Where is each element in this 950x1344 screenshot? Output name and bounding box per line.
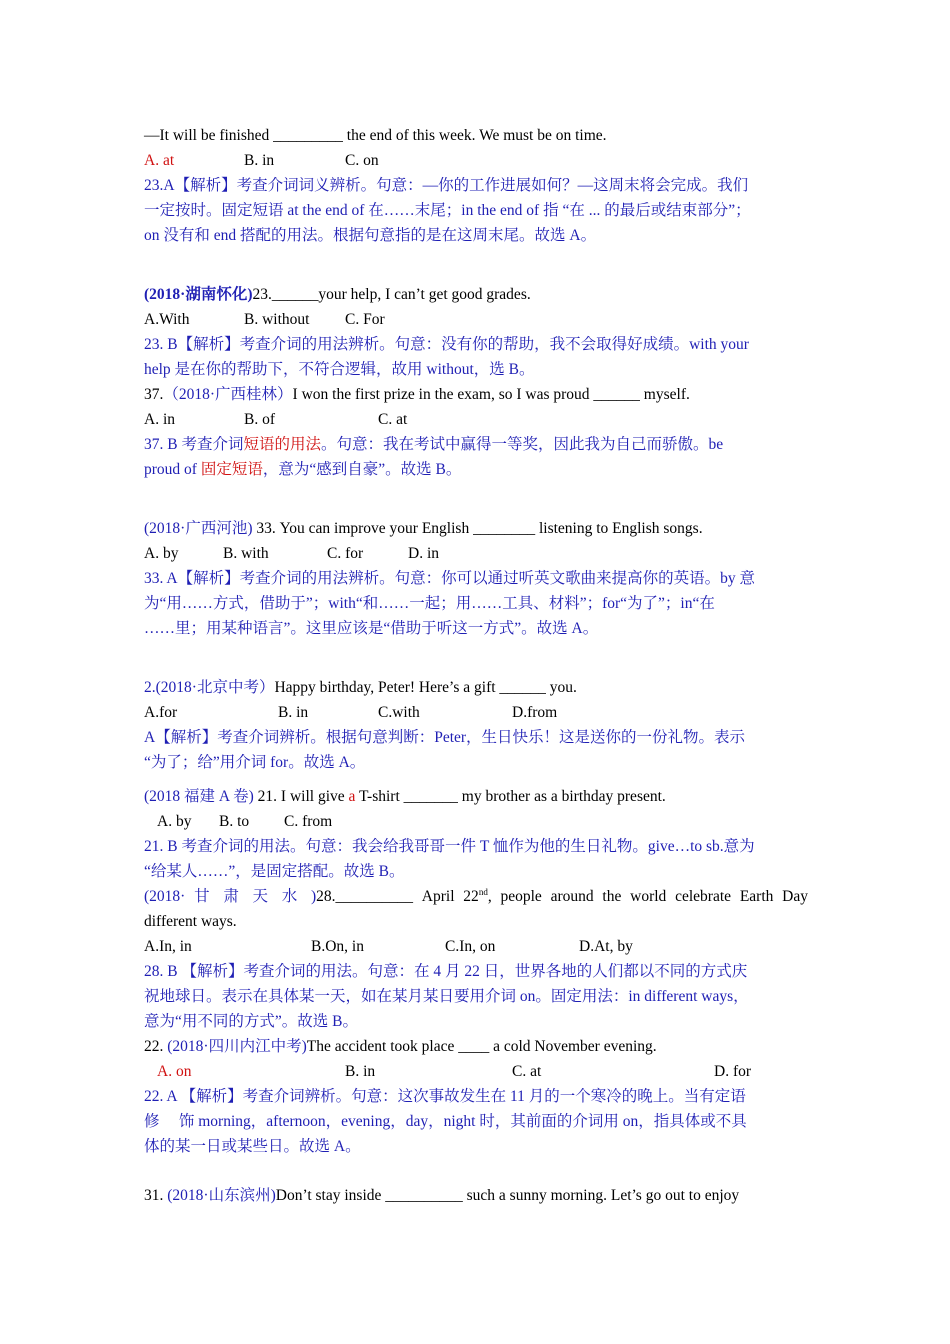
question-source: (2018 福建 A 卷) bbox=[144, 788, 254, 805]
question-source: (2018·湖南怀化) bbox=[144, 286, 253, 303]
answer-line: 体的某一日或某些日。故选 A。 bbox=[144, 1138, 361, 1155]
answer-line: 28. B 【解析】考查介词的用法。句意：在 4 月 22 日，世界各地的人们都以不同的方式庆 bbox=[144, 963, 748, 980]
option-d: D.At, by bbox=[579, 938, 633, 955]
question-stem: —It will be finished _________ the end of this week. We must be on time. bbox=[144, 127, 607, 144]
answer-line: 23. B【解析】考查介词的用法辨析。句意：没有你的帮助，我不会取得好成绩。with your bbox=[144, 336, 749, 353]
option-a: A.In, in bbox=[144, 938, 192, 955]
question-stem: 2.(2018·北京中考）Happy birthday, Peter! Here’s a gift ______ you. bbox=[144, 679, 577, 696]
option-c: C. For bbox=[345, 311, 385, 328]
answer-line: 为“用……方式，借助于”；with“和……一起；用……工具、材料”；for“为了”；in“在 bbox=[144, 595, 715, 612]
answer-line: ……里；用某种语言”。这里应该是“借助于听这一方式”。故选 A。 bbox=[144, 620, 599, 637]
option-b: B. with bbox=[223, 545, 269, 562]
option-b: B. of bbox=[244, 411, 275, 428]
answer-line: help 是在你的帮助下，不符合逻辑，故用 without，选 B。 bbox=[144, 361, 535, 378]
answer-line: A【解析】考查介词辨析。根据句意判断：Peter，生日快乐！这是送你的一份礼物。表示 bbox=[144, 729, 746, 746]
question-source: (2018·山东滨州) bbox=[167, 1187, 276, 1204]
answer-line: “为了；给”用介词 for。故选 A。 bbox=[144, 754, 366, 771]
option-b: B. without bbox=[244, 311, 310, 328]
option-a: A. on bbox=[157, 1063, 192, 1080]
option-c: C. for bbox=[327, 545, 364, 562]
option-a: A. by bbox=[144, 545, 179, 562]
question-stem: 37.（2018·广西桂林）I won the first prize in the exam, so I was proud ______ myself. bbox=[144, 386, 690, 403]
option-a: A. by bbox=[157, 813, 192, 830]
answer-line: “给某人……”，是固定搭配。故选 B。 bbox=[144, 863, 405, 880]
question-stem-cont: different ways. bbox=[144, 913, 237, 930]
question-stem: (2018·湖南怀化)23.______your help, I can’t get good grades. bbox=[144, 286, 531, 303]
option-a: A.for bbox=[144, 704, 178, 721]
question-source: (2018· 甘 肃 天 水 ) bbox=[144, 888, 317, 905]
question-stem: (2018 福建 A 卷) 21. I will give a T-shirt _______ my brother as a birthday present. bbox=[144, 788, 666, 805]
question-stem: (2018·广西河池) 33. You can improve your English ________ listening to English songs. bbox=[144, 520, 703, 537]
option-b: B. in bbox=[244, 152, 275, 169]
question-stem: 31. (2018·山东滨州)Don’t stay inside __________ such a sunny morning. Let’s go out to enjoy bbox=[144, 1187, 740, 1204]
option-b: B. in bbox=[345, 1063, 376, 1080]
option-b: B. in bbox=[278, 704, 309, 721]
option-a: A. at bbox=[144, 152, 175, 169]
option-c: C. at bbox=[378, 411, 408, 428]
answer-line: 23.A【解析】考查介词词义辨析。句意：—你的工作进展如何？—这周末将会完成。我们 bbox=[144, 177, 749, 194]
question-stem: 22. (2018·四川内江中考)The accident took place ____ a cold November evening. bbox=[144, 1038, 657, 1055]
question-source: (2018·四川内江中考) bbox=[167, 1038, 307, 1055]
answer-line: 21. B 考查介词的用法。句意：我会给我哥哥一件 T 恤作为他的生日礼物。give…to sb.意为 bbox=[144, 838, 755, 855]
answer-line: 祝地球日。表示在具体某一天，如在某月某日要用介词 on。固定用法：in different ways， bbox=[144, 988, 749, 1005]
option-a: A.With bbox=[144, 311, 190, 328]
option-c: C. from bbox=[284, 813, 333, 830]
answer-line: 33. A【解析】考查介词的用法辨析。句意：你可以通过听英文歌曲来提高你的英语。by 意 bbox=[144, 570, 755, 587]
option-c: C. on bbox=[345, 152, 379, 169]
option-c: C. at bbox=[512, 1063, 542, 1080]
option-c: C.with bbox=[378, 704, 420, 721]
option-d: D.from bbox=[512, 704, 558, 721]
answer-line: 22. A 【解析】考查介词辨析。句意：这次事故发生在 11 月的一个寒冷的晚上。当有定语 bbox=[144, 1088, 746, 1105]
option-d: D. in bbox=[408, 545, 439, 562]
answer-line: 修 饰 morning，afternoon，evening，day，night 时，其前面的介词用 on，指具体或不具 bbox=[144, 1113, 747, 1130]
option-c: C.In, on bbox=[445, 938, 496, 955]
answer-line: on 没有和 end 搭配的用法。根据句意指的是在这周末尾。故选 A。 bbox=[144, 227, 597, 244]
answer-line: 意为“用不同的方式”。故选 B。 bbox=[144, 1013, 358, 1030]
question-source: (2018·广西河池) bbox=[144, 520, 253, 537]
question-source: （2018·广西桂林） bbox=[163, 386, 293, 403]
option-b: B. to bbox=[219, 813, 250, 830]
answer-line: 37. B 考查介词短语的用法。句意：我在考试中赢得一等奖，因此我为自己而骄傲。be bbox=[144, 436, 724, 453]
question-source: 2.(2018·北京中考） bbox=[144, 679, 275, 696]
option-a: A. in bbox=[144, 411, 175, 428]
answer-line: proud of 固定短语，意为“感到自豪”。故选 B。 bbox=[144, 461, 462, 478]
answer-line: 一定按时。固定短语 at the end of 在……末尾；in the end of 指 “在 ... 的最后或结束部分”； bbox=[144, 202, 751, 219]
option-b: B.On, in bbox=[311, 938, 364, 955]
option-d: D. for bbox=[714, 1063, 752, 1080]
question-stem: (2018· 甘 肃 天 水 )28.__________ April 22nd, people around the world celebrate Earth Day bbox=[144, 886, 808, 905]
